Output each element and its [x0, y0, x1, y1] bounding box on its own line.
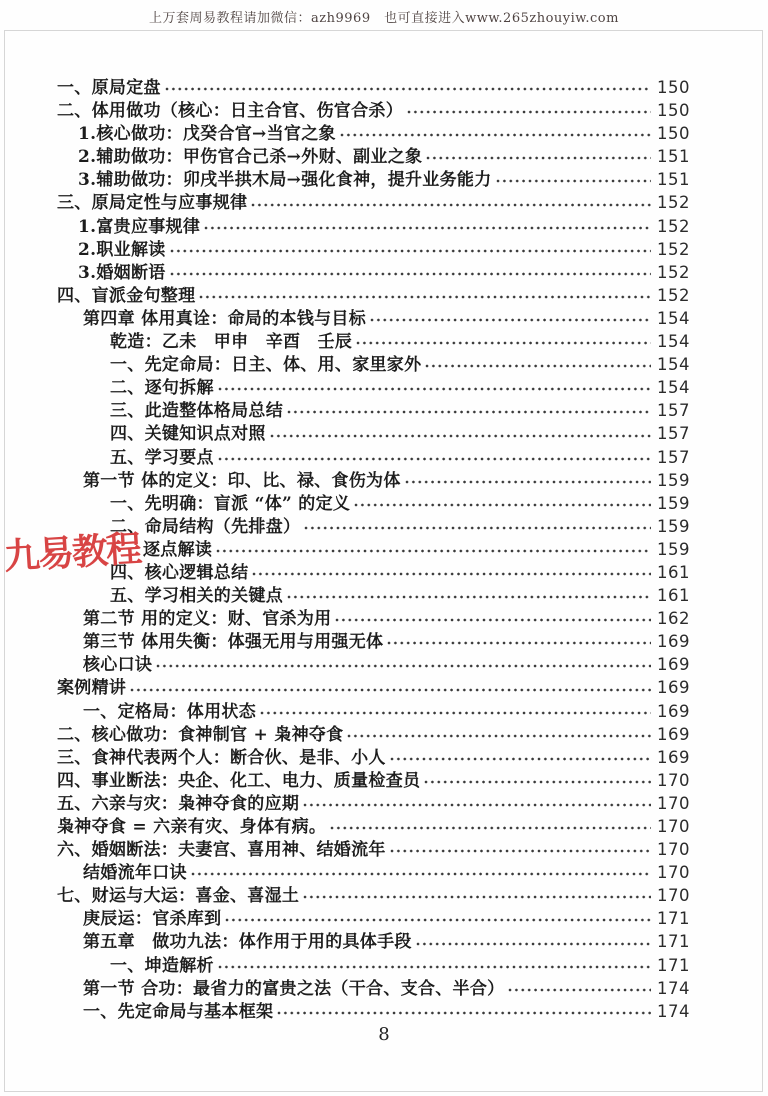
dot-leader: [387, 641, 651, 645]
toc-entry: [57, 281, 690, 304]
toc-entry-page: 152: [657, 262, 690, 282]
toc-entry-label: 四、核心逻辑总结: [110, 562, 249, 583]
toc-entry-page: 157: [657, 447, 690, 467]
toc-entry: [57, 188, 690, 214]
dot-leader: [260, 711, 651, 715]
dot-leader: [251, 203, 651, 207]
promo-header: [0, 7, 768, 26]
toc-entry-page: 159: [657, 516, 690, 536]
toc-entry-label: 二、逐句拆解: [110, 378, 214, 399]
dot-leader: [424, 780, 651, 784]
toc-entry-label: 第三节 体用失衡：体强无用与用强无体: [83, 632, 384, 653]
toc-entry: [57, 235, 690, 258]
dot-leader: [330, 826, 651, 830]
toc-entry: [57, 835, 690, 861]
toc-entry-label: 一、原局定盘: [57, 78, 161, 98]
toc-entry: [57, 327, 690, 353]
toc-entry-label: 结婚流年口诀: [83, 863, 187, 884]
toc-entry-label: 二、核心做功：食神制官 + 枭神夺食: [57, 724, 344, 745]
toc-entry-page: 152: [657, 285, 690, 305]
dot-leader: [356, 341, 651, 345]
toc-entry-page: 152: [657, 239, 690, 259]
toc-entry: [57, 373, 690, 399]
toc-entry: [57, 535, 690, 558]
toc-entry-page: 169: [657, 632, 690, 652]
dot-leader: [252, 572, 651, 576]
table-of-contents: [57, 73, 690, 1020]
toc-entry: [57, 951, 690, 974]
dot-leader: [303, 803, 651, 807]
dot-leader: [130, 688, 651, 692]
toc-entry-label: 庚辰运：官杀库到: [83, 909, 222, 930]
toc-entry-page: 171: [657, 955, 690, 975]
dot-leader: [218, 965, 651, 969]
toc-entry-page: 170: [657, 886, 690, 906]
toc-entry: [57, 858, 690, 884]
toc-entry: [57, 604, 690, 630]
dot-leader: [225, 918, 651, 922]
toc-entry-page: 170: [657, 840, 690, 860]
dot-leader: [304, 526, 651, 530]
toc-entry-label: 三、食神代表两个人：断合伙、是非、小人: [57, 747, 386, 768]
watermark-text: 九易教程: [2, 528, 142, 578]
toc-entry: [57, 904, 690, 930]
toc-entry: [57, 304, 690, 327]
toc-entry-page: 161: [657, 562, 690, 582]
dot-leader: [370, 318, 651, 322]
toc-entry: [57, 119, 690, 145]
toc-entry: [57, 927, 690, 953]
toc-entry-label: 五、学习相关的关键点: [110, 586, 283, 607]
toc-entry: [57, 581, 690, 607]
toc-entry-label: 一、先定命局：日主、体、用、家里家外: [110, 355, 422, 376]
dot-leader: [287, 410, 651, 414]
dot-leader: [335, 618, 651, 622]
toc-entry: [57, 96, 690, 122]
page-number: 8: [378, 1024, 390, 1045]
toc-entry: [57, 419, 690, 445]
toc-entry-label: 二、体用做功（核心：日主合官、伤官合杀）: [57, 101, 403, 122]
toc-entry-label: 3.婚姻断语: [78, 262, 166, 283]
dot-leader: [270, 434, 651, 438]
toc-entry-page: 150: [657, 124, 690, 144]
toc-entry: [57, 142, 690, 168]
toc-entry: [57, 212, 690, 235]
toc-entry-page: 151: [657, 170, 690, 190]
dot-leader: [508, 988, 651, 992]
toc-entry-page: 170: [657, 793, 690, 813]
toc-entry-page: 169: [657, 655, 690, 675]
toc-entry-page: 174: [657, 978, 690, 998]
toc-entry-label: 七、财运与大运：喜金、喜湿土: [57, 886, 300, 907]
toc-entry: [57, 489, 690, 512]
toc-entry-label: 1.核心做功：戊癸合官→当官之象: [78, 124, 336, 145]
dot-leader: [496, 179, 652, 183]
dot-leader: [216, 549, 651, 553]
toc-entry: [57, 466, 690, 489]
dot-leader: [405, 480, 651, 484]
dot-leader: [347, 734, 651, 738]
toc-entry-label: 五、学习要点: [110, 447, 214, 468]
dot-leader: [218, 457, 651, 461]
toc-entry-page: 157: [657, 401, 690, 421]
dot-leader: [407, 110, 651, 114]
toc-entry-label: 二、命局结构（先排盘）: [110, 516, 301, 537]
toc-entry-page: 161: [657, 586, 690, 606]
toc-entry-page: 154: [657, 378, 690, 398]
dot-leader: [170, 249, 651, 253]
dot-leader: [218, 387, 651, 391]
dot-leader: [425, 364, 651, 368]
toc-entry-label: 逐点解读: [143, 539, 213, 560]
toc-entry-label: 第二节 用的定义：财、官杀为用: [83, 609, 332, 630]
toc-entry-page: 150: [657, 101, 690, 121]
toc-entry: [57, 650, 690, 676]
toc-entry-label: 第一节 合功：最省力的富贵之法（干合、支合、半合）: [83, 978, 505, 999]
toc-entry: [57, 73, 690, 96]
toc-entry-label: 第四章 体用真诠：命局的本钱与目标: [83, 308, 367, 329]
toc-entry: [57, 766, 690, 789]
toc-entry-page: 169: [657, 747, 690, 767]
toc-entry-label: 四、盲派金句整理: [57, 285, 196, 306]
toc-entry-label: 一、定格局：体用状态: [83, 701, 256, 722]
toc-entry-label: 案例精讲: [57, 678, 127, 699]
dot-leader: [156, 664, 651, 668]
toc-entry: [57, 350, 690, 376]
toc-entry: [57, 165, 690, 191]
toc-entry: [57, 443, 690, 466]
toc-entry-page: 170: [657, 863, 690, 883]
toc-entry-page: 152: [657, 216, 690, 236]
toc-entry-label: 一、先定命局与基本框架: [83, 1001, 274, 1022]
toc-entry: [57, 258, 690, 281]
toc-entry-label: 第五章 做功九法：体作用于用的具体手段: [83, 932, 412, 953]
toc-entry-label: 六、婚姻断法：夫妻宫、喜用神、结婚流年: [57, 840, 386, 861]
toc-entry: [57, 974, 690, 997]
toc-entry-page: 169: [657, 701, 690, 721]
toc-entry-page: 151: [657, 147, 690, 167]
toc-entry-page: 154: [657, 332, 690, 352]
dot-leader: [354, 503, 651, 507]
toc-entry-label: 一、先明确：盲派 “体” 的定义: [110, 493, 351, 514]
toc-entry-label: 乾造：乙未 甲申 辛酉 壬辰: [110, 332, 353, 353]
toc-entry-page: 170: [657, 817, 690, 836]
toc-entry: [57, 558, 690, 581]
toc-entry: [57, 697, 690, 720]
toc-entry: [57, 673, 690, 699]
dot-leader: [287, 595, 651, 599]
toc-entry-page: 162: [657, 609, 690, 629]
toc-entry: [57, 997, 690, 1020]
toc-entry-label: 四、关键知识点对照: [110, 424, 266, 445]
toc-entry-page: 159: [657, 493, 690, 513]
toc-entry-label: 1.富贵应事规律: [78, 216, 201, 237]
toc-entry: [57, 627, 690, 653]
dot-leader: [165, 87, 651, 91]
toc-entry: [57, 512, 690, 535]
toc-entry: [57, 396, 690, 422]
toc-entry-label: 2.职业解读: [78, 239, 166, 260]
toc-entry-label: 四、事业断法：央企、化工、电力、质量检查员: [57, 770, 421, 791]
toc-entry: [57, 720, 690, 743]
toc-entry-page: 171: [657, 932, 690, 952]
toc-entry-label: 3.辅助做功：卯戌半拱木局→强化食神，提升业务能力: [78, 170, 492, 191]
toc-entry-page: 171: [657, 909, 690, 929]
dot-leader: [191, 872, 651, 876]
toc-entry-label: 五、六亲与灾：枭神夺食的应期: [57, 793, 300, 814]
promo-header-text: 上万套周易教程请加微信：azh9969 也可直接进入www.265zhouyiw.com: [149, 11, 619, 26]
dot-leader: [416, 942, 651, 946]
toc-entry: [57, 789, 690, 812]
toc-entry-label: 枭神夺食 = 六亲有灾、身体有病。: [57, 817, 327, 837]
toc-entry-page: 170: [657, 770, 690, 790]
toc-entry-label: 第一节 体的定义：印、比、禄、食伤为体: [83, 470, 401, 491]
toc-entry: [57, 812, 690, 835]
toc-entry: [57, 881, 690, 907]
toc-entry-label: 核心口诀: [83, 655, 153, 676]
toc-entry-page: 169: [657, 678, 690, 698]
toc-entry-page: 174: [657, 1001, 690, 1021]
toc-entry-label: 三、此造整体格局总结: [110, 401, 283, 422]
dot-leader: [340, 133, 651, 137]
dot-leader: [204, 226, 651, 230]
dot-leader: [426, 156, 651, 160]
dot-leader: [390, 757, 651, 761]
toc-entry-page: 154: [657, 308, 690, 328]
dot-leader: [303, 895, 651, 899]
toc-entry-page: 159: [657, 470, 690, 490]
toc-entry-page: 154: [657, 355, 690, 375]
toc-entry-page: 159: [657, 539, 690, 559]
toc-entry-page: 152: [657, 193, 690, 213]
dot-leader: [199, 295, 651, 299]
dot-leader: [277, 1011, 651, 1015]
toc-entry-page: 169: [657, 724, 690, 744]
dot-leader: [390, 849, 651, 853]
toc-entry: [57, 743, 690, 766]
toc-entry-label: 三、原局定性与应事规律: [57, 193, 248, 214]
dot-leader: [170, 272, 651, 276]
toc-entry-label: 一、坤造解析: [110, 955, 214, 976]
toc-entry-page: 150: [657, 78, 690, 97]
toc-entry-page: 157: [657, 424, 690, 444]
toc-entry-label: 2.辅助做功：甲伤官合己杀→外财、副业之象: [78, 147, 423, 168]
